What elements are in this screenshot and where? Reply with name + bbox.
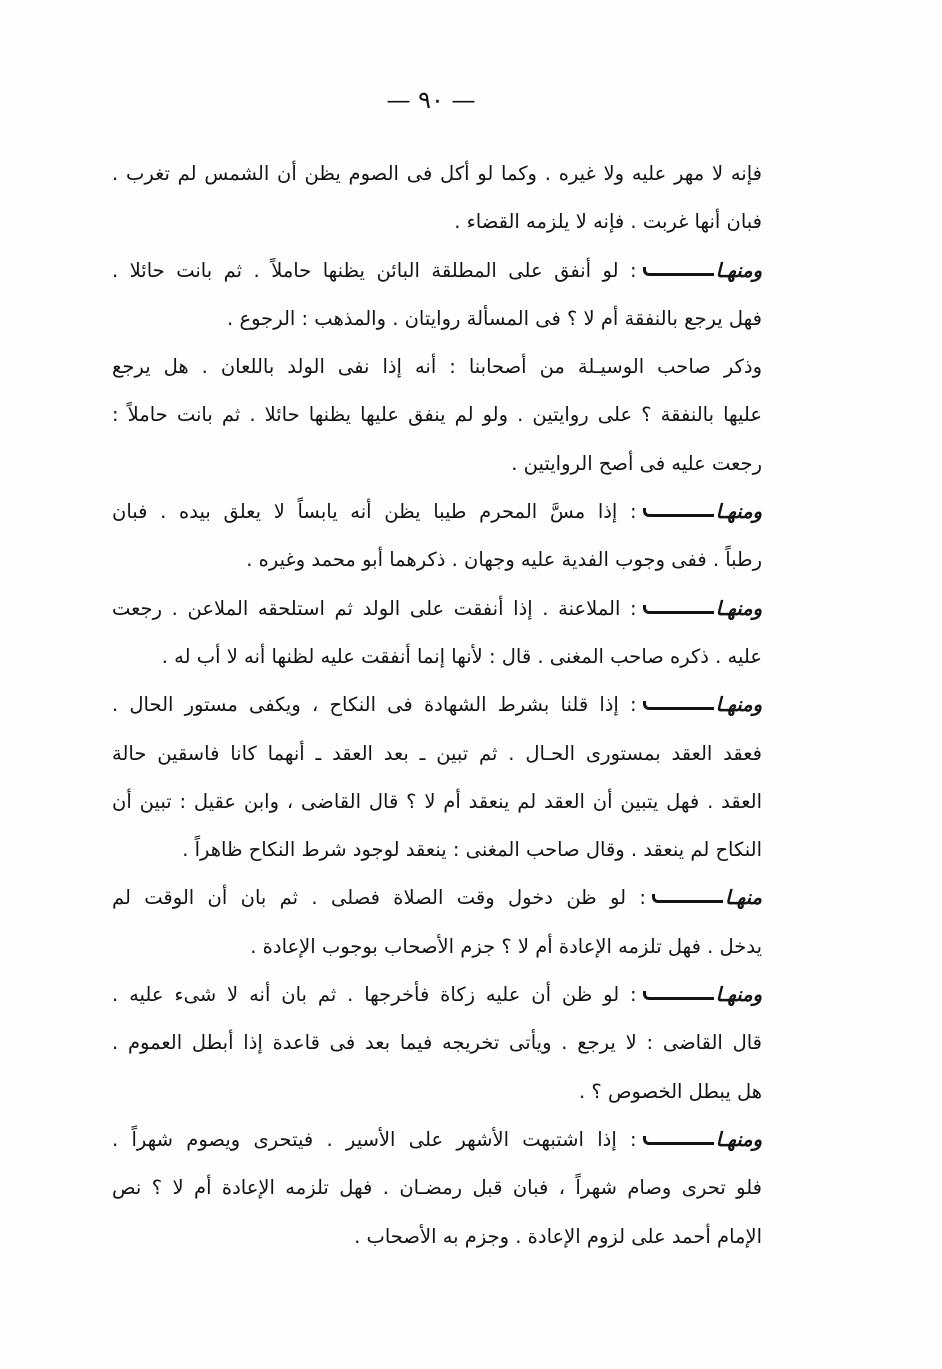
tatweel-stroke xyxy=(652,894,723,903)
section-lead-word: ومنهـا xyxy=(715,596,762,620)
line-text: : الملاعنة . إذا أنفقت على الولد ثم استلحقه الملاعن . رجعت xyxy=(112,596,637,620)
text-line: قال القاضى : لا يرجع . ويأتى تخريجه فيما بعد فى قاعدة إذا أبطل العموم . xyxy=(112,1031,762,1055)
tatweel-stroke xyxy=(643,991,714,1000)
tatweel-stroke xyxy=(643,1136,714,1145)
text-line xyxy=(112,585,762,633)
text-line: فبان أنها غربت . فإنه لا يلزمه القضاء . xyxy=(454,210,762,234)
text-line: يدخل . فهل تلزمه الإعادة أم لا ؟ جزم الأصحاب بوجوب الإعادة . xyxy=(250,934,762,958)
tatweel-stroke xyxy=(643,508,714,517)
page-number: — ٩٠ — xyxy=(386,86,476,114)
line-text: : إذا اشتبهت الأشهر على الأسير . فيتحرى ويصوم شهراً . xyxy=(112,1127,637,1151)
section-lead-word: ومنهـا xyxy=(715,693,762,717)
text-line: فإنه لا مهر عليه ولا غيره . وكما لو أكل فى الصوم يظن أن الشمس لم تغرب . xyxy=(112,162,762,185)
paragraph xyxy=(112,150,762,247)
section-lead-word: ومنهـا xyxy=(715,983,762,1007)
line-text: : لو أنفق على المطلقة البائن يظنها حاملاً . ثم بانت حائلا . xyxy=(112,258,637,282)
text-line: فعقد العقد بمستورى الحـال . ثم تبين ـ بعد العقد ـ أنهما كانا فاسقين حالة xyxy=(112,741,762,765)
line-text: : لو ظن أن عليه زكاة فأخرجها . ثم بان أنه لا شىء عليه . xyxy=(112,983,637,1007)
text-line xyxy=(112,1116,762,1164)
tatweel-stroke xyxy=(643,605,714,614)
text-line xyxy=(112,874,762,922)
tatweel-stroke xyxy=(643,267,714,276)
text-line: فهل يرجع بالنفقة أم لا ؟ فى المسألة روايتان . والمذهب : الرجوع . xyxy=(227,306,762,330)
section-lead-word: ومنهـا xyxy=(715,258,762,282)
text-line: العقد . فهل يتبين أن العقد لم ينعقد أم لا ؟ قال القاضى ، وابن عقيل : تبين أن xyxy=(112,789,762,813)
line-text: : إذا مسَّ المحرم طيبا يظن أنه يابساً لا يعلق بيده . فبان xyxy=(112,500,637,524)
text-line: عليها بالنفقة ؟ على روايتين . ولو لم ينفق عليها يظنها حائلا . ثم بانت حاملاً : xyxy=(112,403,762,427)
text-line xyxy=(112,488,762,536)
paragraph xyxy=(112,585,762,682)
paragraph xyxy=(112,681,762,874)
section-lead-word: ومنهـا xyxy=(715,1127,762,1151)
text-line: رجعت عليه فى أصح الروايتين . xyxy=(511,451,762,475)
text-line: النكاح لم ينعقد . وقال صاحب المغنى : ينعقد لوجود شرط النكاح ظاهراً . xyxy=(182,838,762,862)
text-line xyxy=(112,247,762,295)
text-line xyxy=(112,681,762,729)
paragraph xyxy=(112,1116,762,1261)
text-line: وذكر صاحب الوسيـلة من أصحابنا : أنه إذا نفى الولد باللعان . هل يرجع xyxy=(112,355,762,379)
text-line: عليه . ذكره صاحب المغنى . قال : لأنها إنما أنفقت عليه لظنها أنه لا أب له . xyxy=(161,644,762,668)
text-line: هل يبطل الخصوص ؟ . xyxy=(579,1079,762,1103)
section-lead-word: منهـا xyxy=(725,886,762,910)
text-line xyxy=(112,971,762,1019)
paragraph xyxy=(112,971,762,1116)
text-line: فلو تحرى وصام شهراً ، فبان قبل رمضـان . فهل تلزمه الإعادة أم لا ؟ نص xyxy=(112,1176,762,1200)
paragraph xyxy=(112,247,762,344)
section-lead-word: ومنهـا xyxy=(715,500,762,524)
paragraph xyxy=(112,343,762,488)
text-line: رطباً . ففى وجوب الفدية عليه وجهان . ذكرهما أبو محمد وغيره . xyxy=(246,548,762,572)
paragraph xyxy=(112,488,762,585)
paragraph xyxy=(112,874,762,971)
page-body-text xyxy=(112,150,762,1261)
line-text: : لو ظن دخول وقت الصلاة فصلى . ثم بان أن الوقت لم xyxy=(112,886,647,910)
text-line: الإمام أحمد على لزوم الإعادة . وجزم به الأصحاب . xyxy=(354,1224,762,1248)
tatweel-stroke xyxy=(643,701,714,710)
line-text: : إذا قلنا بشرط الشهادة فى النكاح ، ويكفى مستور الحال . xyxy=(112,693,637,717)
